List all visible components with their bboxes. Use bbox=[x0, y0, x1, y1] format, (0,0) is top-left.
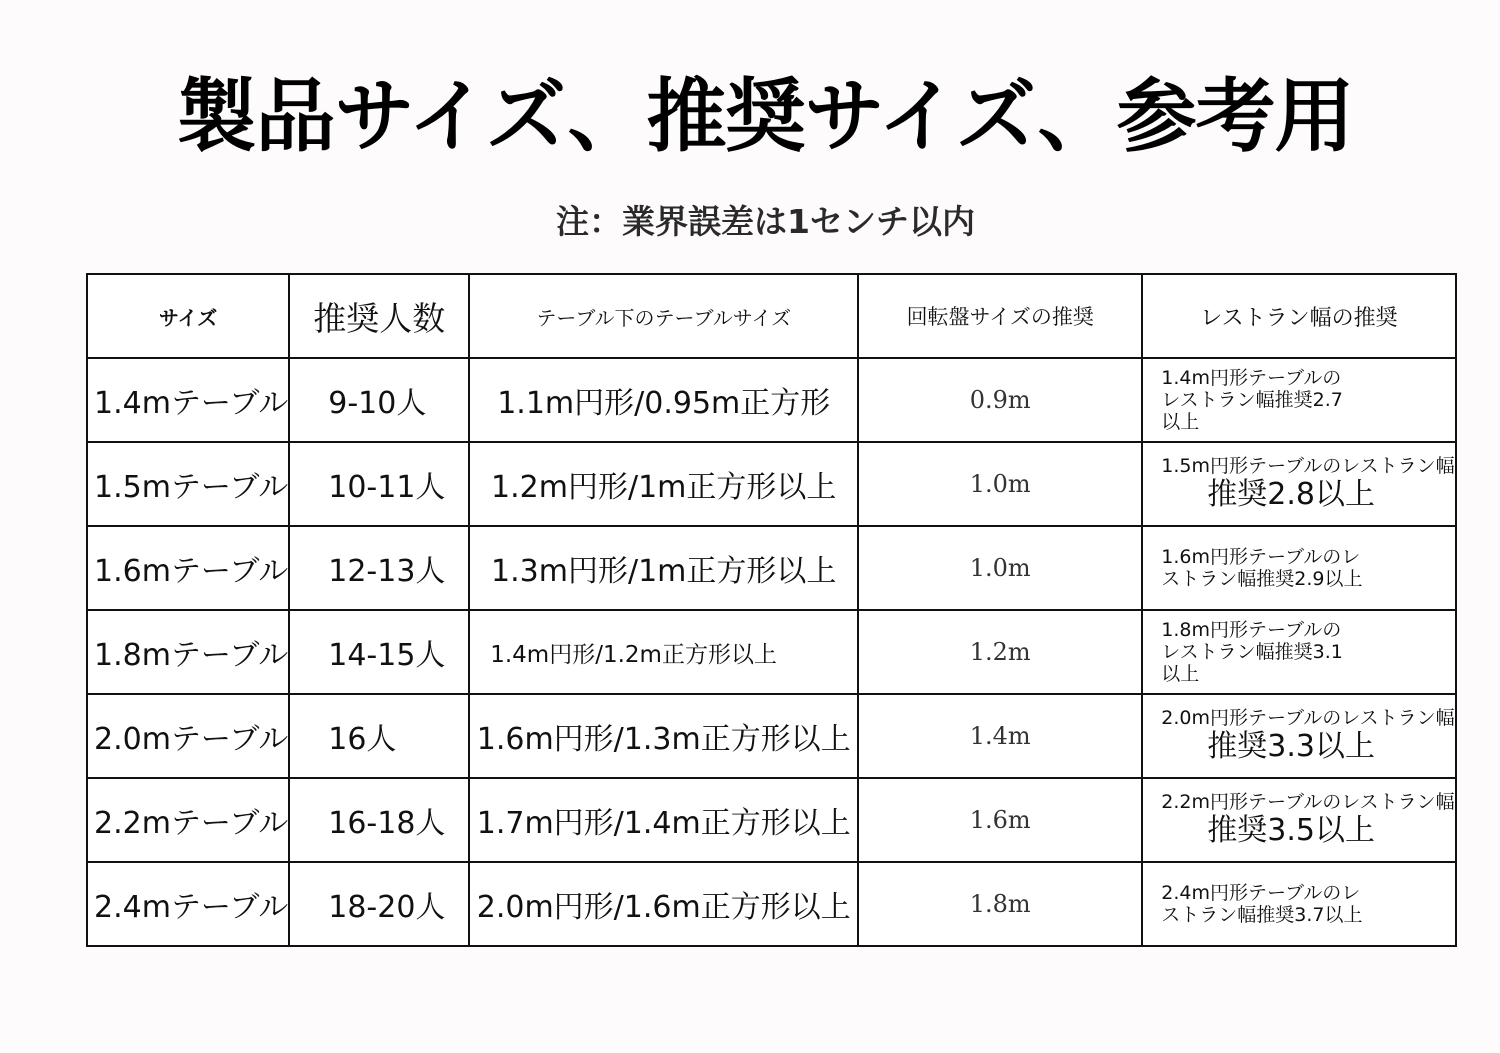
rest-line: ストラン幅推奨3.7以上 bbox=[1161, 904, 1363, 926]
rest-line: レストラン幅推奨3.1 bbox=[1161, 641, 1343, 663]
table-row bbox=[87, 358, 1456, 442]
rest-highlight: 推奨3.5以上 bbox=[1207, 813, 1375, 848]
cell-under: 1.3m円形/1m正方形以上 bbox=[469, 526, 858, 610]
cell-under: 1.6m円形/1.3m正方形以上 bbox=[469, 694, 858, 778]
cell-people: 16-18人 bbox=[289, 778, 469, 862]
page-title: 製品サイズ、推奨サイズ、参考用 bbox=[176, 70, 1354, 163]
cell-size: 2.2mテーブル bbox=[87, 778, 289, 862]
cell-restaurant-width bbox=[1142, 862, 1455, 946]
cell-size: 1.4mテーブル bbox=[87, 358, 289, 442]
table-row bbox=[87, 526, 1456, 610]
rest-line: 1.5m円形テーブルのレストラン幅 bbox=[1161, 455, 1455, 477]
cell-restaurant-width bbox=[1142, 526, 1455, 610]
table-row bbox=[87, 694, 1456, 778]
rest-highlight: 推奨3.3以上 bbox=[1207, 729, 1375, 764]
cell-people: 18-20人 bbox=[289, 862, 469, 946]
cell-turntable: 1.4m bbox=[858, 694, 1142, 778]
cell-size: 1.8mテーブル bbox=[87, 610, 289, 694]
cell-under: 1.1m円形/0.95m正方形 bbox=[469, 358, 858, 442]
cell-people: 9-10人 bbox=[289, 358, 469, 442]
table-row bbox=[87, 442, 1456, 526]
rest-line: ストラン幅推奨2.9以上 bbox=[1161, 568, 1363, 590]
cell-under: 1.2m円形/1m正方形以上 bbox=[469, 442, 858, 526]
rest-line: 2.4m円形テーブルのレ bbox=[1161, 882, 1361, 904]
cell-people: 16人 bbox=[289, 694, 469, 778]
cell-size: 2.0mテーブル bbox=[87, 694, 289, 778]
cell-turntable: 1.0m bbox=[858, 442, 1142, 526]
cell-size: 1.6mテーブル bbox=[87, 526, 289, 610]
cell-size: 1.5mテーブル bbox=[87, 442, 289, 526]
cell-under: 1.7m円形/1.4m正方形以上 bbox=[469, 778, 858, 862]
tolerance-note: 注：業界誤差は1センチ以内 bbox=[556, 202, 975, 241]
rest-line: 1.8m円形テーブルの bbox=[1161, 619, 1342, 641]
table-row bbox=[87, 610, 1456, 694]
rest-line: 以上 bbox=[1161, 663, 1200, 685]
header-size: サイズ bbox=[87, 274, 289, 358]
cell-turntable: 0.9m bbox=[858, 358, 1142, 442]
cell-people: 12-13人 bbox=[289, 526, 469, 610]
cell-under: 1.4m円形/1.2m正方形以上 bbox=[469, 610, 858, 694]
rest-highlight: 推奨2.8以上 bbox=[1207, 477, 1375, 512]
rest-line: 2.2m円形テーブルのレストラン幅 bbox=[1161, 791, 1455, 813]
header-under-table: テーブル下のテーブルサイズ bbox=[469, 274, 858, 358]
cell-restaurant-width bbox=[1142, 694, 1455, 778]
cell-turntable: 1.0m bbox=[858, 526, 1142, 610]
cell-restaurant-width bbox=[1142, 358, 1455, 442]
cell-under: 2.0m円形/1.6m正方形以上 bbox=[469, 862, 858, 946]
rest-line: 1.6m円形テーブルのレ bbox=[1161, 546, 1361, 568]
table-header-row bbox=[87, 274, 1456, 358]
cell-people: 14-15人 bbox=[289, 610, 469, 694]
cell-turntable: 1.2m bbox=[858, 610, 1142, 694]
table-row bbox=[87, 778, 1456, 862]
rest-line: レストラン幅推奨2.7 bbox=[1161, 389, 1343, 411]
header-turntable: 回転盤サイズの推奨 bbox=[858, 274, 1142, 358]
header-restaurant-width: レストラン幅の推奨 bbox=[1142, 274, 1455, 358]
header-people: 推奨人数 bbox=[289, 274, 469, 358]
rest-line: 2.0m円形テーブルのレストラン幅 bbox=[1161, 707, 1455, 729]
cell-people: 10-11人 bbox=[289, 442, 469, 526]
cell-size: 2.4mテーブル bbox=[87, 862, 289, 946]
rest-line: 以上 bbox=[1161, 411, 1200, 433]
cell-turntable: 1.8m bbox=[858, 862, 1142, 946]
rest-line: 1.4m円形テーブルの bbox=[1161, 367, 1342, 389]
size-table bbox=[86, 273, 1457, 947]
cell-restaurant-width bbox=[1142, 442, 1455, 526]
cell-turntable: 1.6m bbox=[858, 778, 1142, 862]
table-row bbox=[87, 862, 1456, 946]
cell-restaurant-width bbox=[1142, 778, 1455, 862]
cell-restaurant-width bbox=[1142, 610, 1455, 694]
